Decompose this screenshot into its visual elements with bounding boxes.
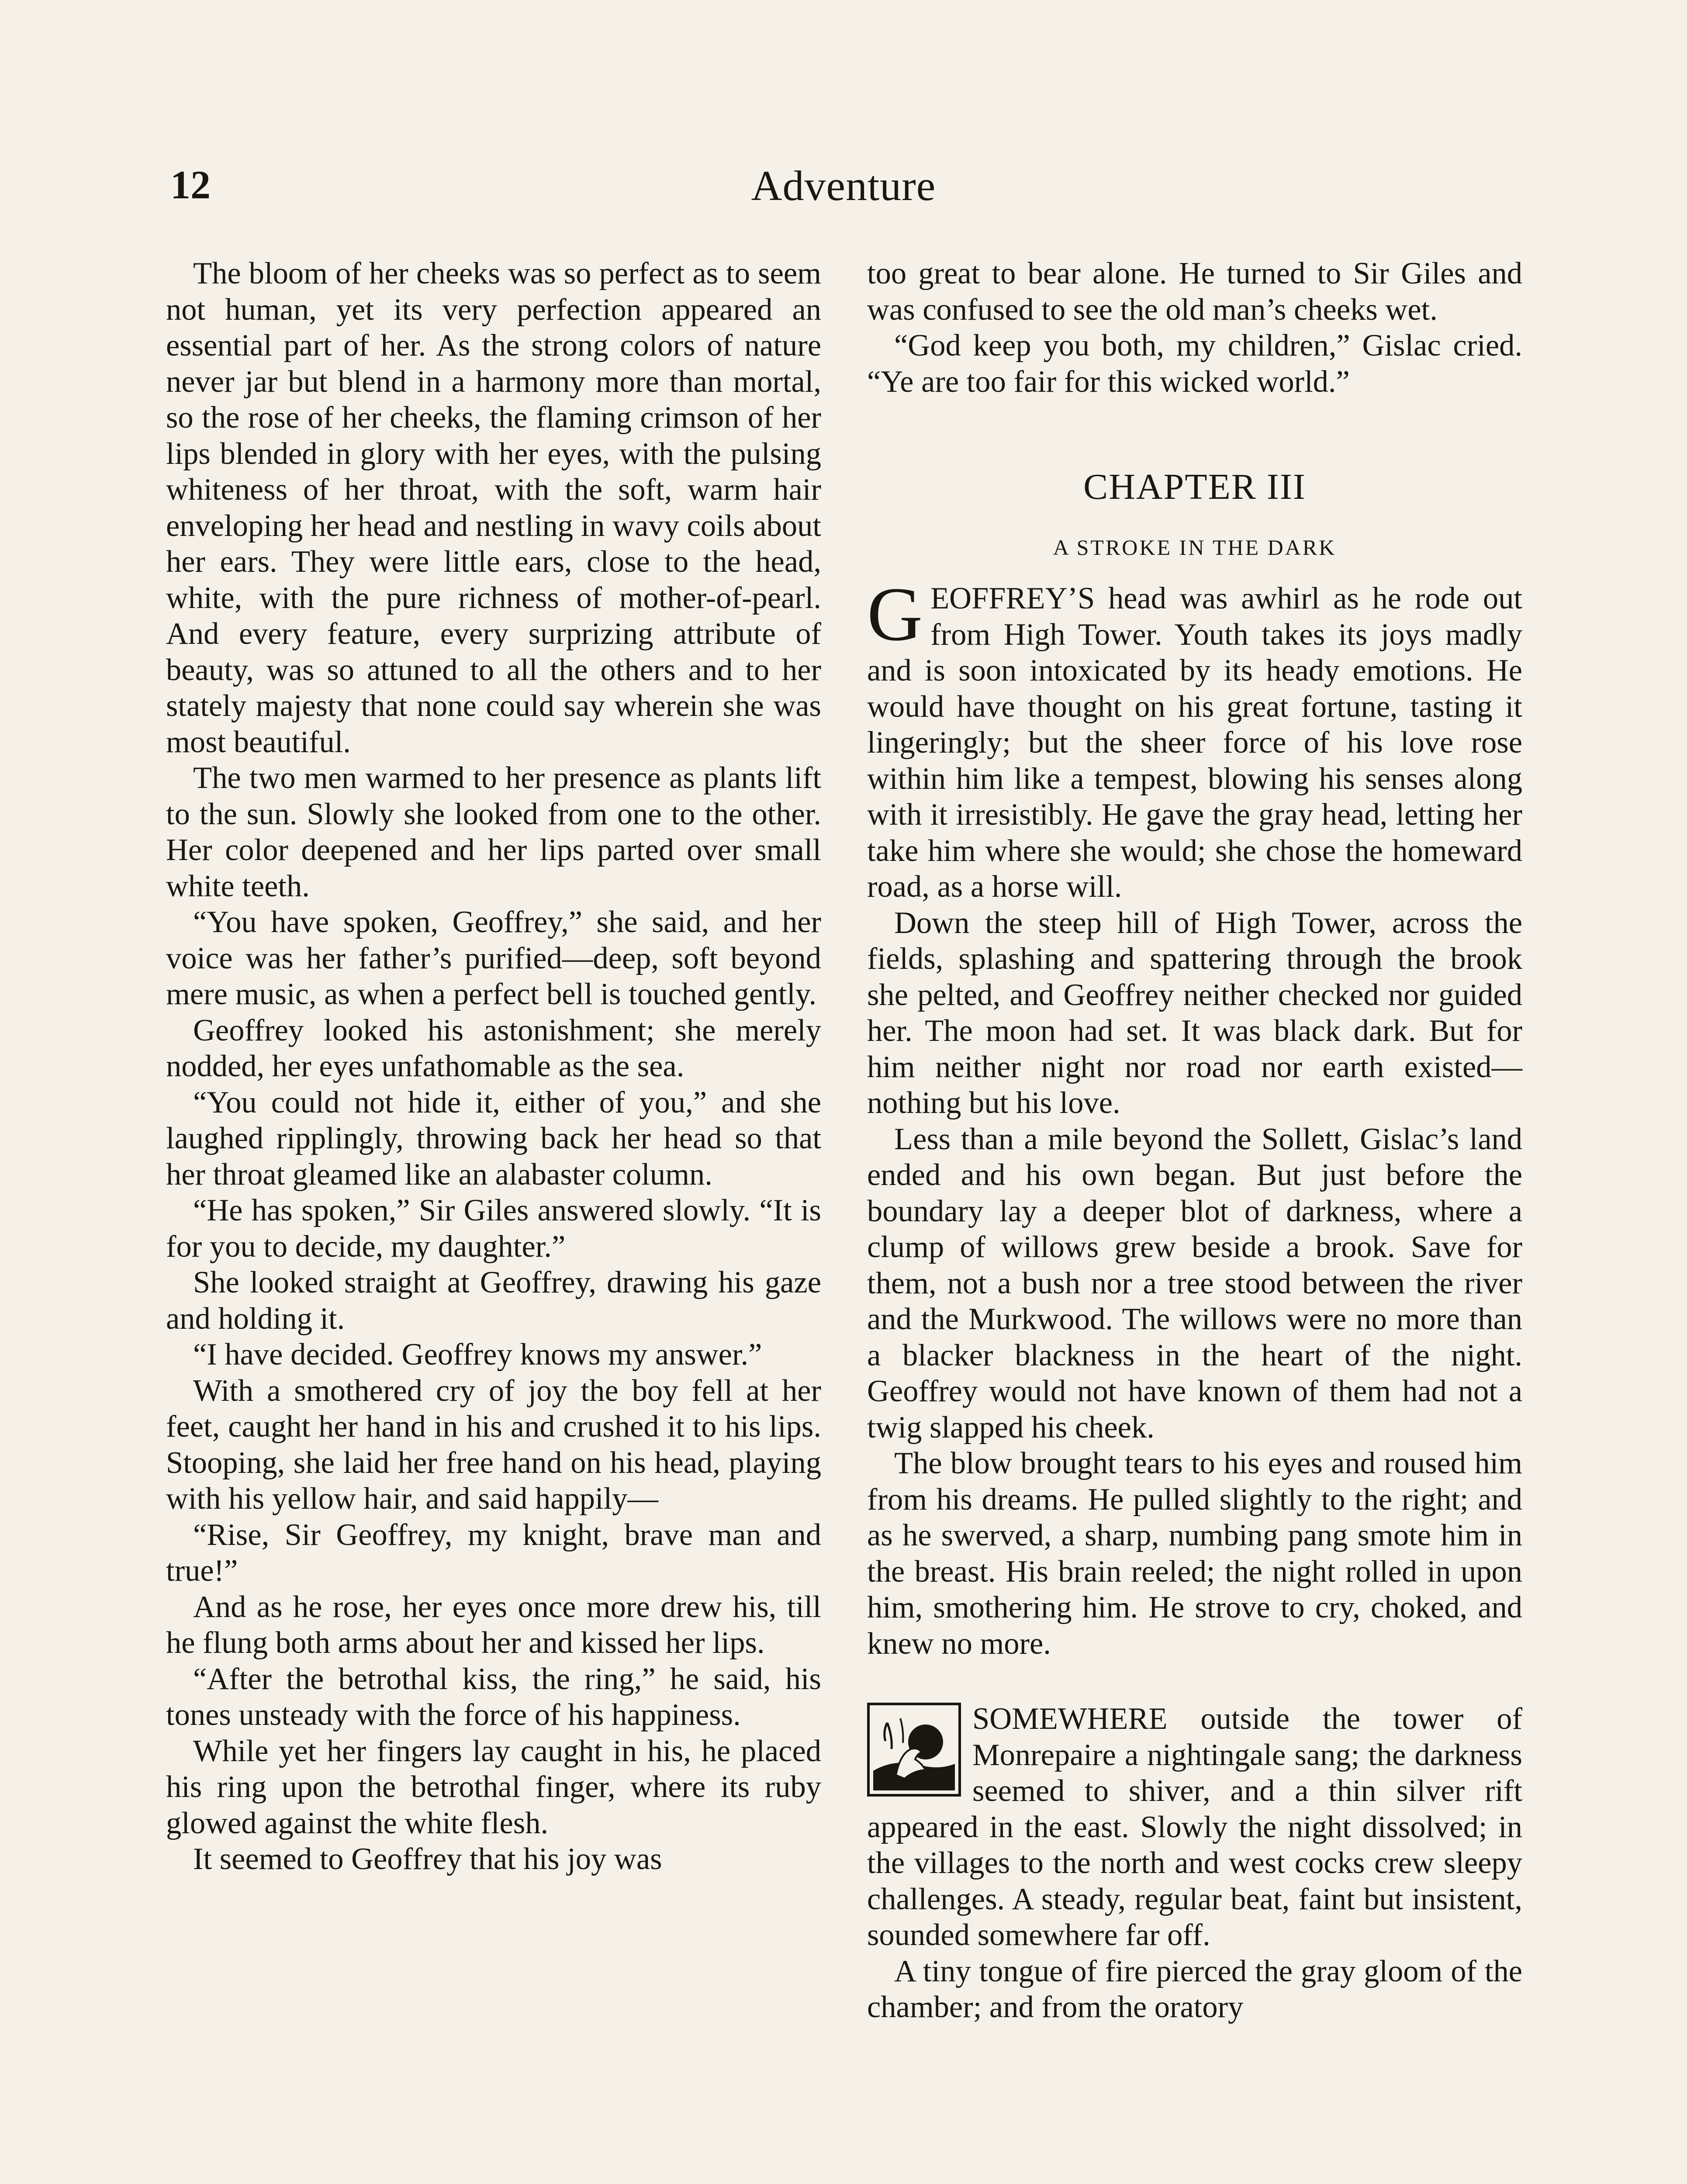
- chapter-title: CHAPTER III: [1083, 467, 1306, 507]
- page-header: [166, 162, 1521, 218]
- chapter-opening-paragraph: [867, 572, 1522, 905]
- paragraph: And as he rose, her eyes once more drew his, till he flung both arms about her and kissed her lips.: [166, 1590, 821, 1660]
- paragraph: “Rise, Sir Geoffrey, my knight, brave man and true!”: [166, 1517, 821, 1588]
- paragraph: She looked straight at Geoffrey, drawing his gaze and holding it.: [166, 1265, 821, 1336]
- paragraph: Down the steep hill of High Tower, across the fields, splashing and spattering through the brook she pelted, and Geoffrey neither checked nor guided her. The moon had set. It was black dark. But for him neither night nor road nor earth existed—nothing but his love.: [867, 905, 1522, 1120]
- paragraph: “God keep you both, my children,” Gislac cried. “Ye are too fair for this wicked world.”: [867, 328, 1522, 399]
- paragraph: The bloom of her cheeks was so perfect as to seem not human, yet its very perfection appeared an essential part of her. As the strong colors of nature never jar but blend in a harmony more than mortal, so the rose of her cheeks, the flaming crimson of her lips blended in glory with her eyes, with the pulsing whiteness of her throat, with the soft, warm hair enveloping her head and nestling in wavy coils about her ears. They were little ears, close to the head, white, with the pure richness of mother-of-pearl. And every feature, every surprizing attribute of beauty, was so attuned to all the others and to her stately majesty that none could say wherein she was most beautiful.: [166, 256, 821, 759]
- opening-text: EOFFREY’S head was awhirl as he rode out from High Tower. Youth takes its joys madly and is soon intoxicated by its heady emotions. He would have thought on his great fortune, tasting it lingeringly; but the sheer force of his love rose within him like a tempest, blowing his senses along with it irresistibly. He gave the gray head, letting her take him where she would; she chose the homeward road, as a horse will.: [867, 581, 1522, 904]
- paragraph: Geoffrey looked his astonishment; she merely nodded, her eyes unfathomable as the sea.: [166, 1013, 821, 1083]
- paragraph: “He has spoken,” Sir Giles answered slowly. “It is for you to decide, my daughter.”: [166, 1193, 821, 1264]
- nightingale-vignette-icon: [867, 1703, 961, 1797]
- paragraph: While yet her fingers lay caught in his, he placed his ring upon the betrothal finger, where its ruby glowed against the white flesh.: [166, 1734, 821, 1840]
- paragraph: “I have decided. Geoffrey knows my answer.”: [193, 1337, 762, 1372]
- paragraph: The blow brought tears to his eyes and roused him from his dreams. He pulled slightly to the right; and as he swerved, a sharp, numbing pang smote him in the breast. His brain reeled; the night rolled in upon him, smothering him. He strove to cry, choked, and knew no more.: [867, 1446, 1522, 1661]
- left-column: [166, 256, 821, 1877]
- continued-paragraph: too great to bear alone. He turned to Sir Giles and was confused to see the old man’s cheeks wet.: [867, 256, 1522, 327]
- paragraph: With a smothered cry of joy the boy fell at her feet, caught her hand in his and crushed it to his lips. Stooping, she laid her free hand on his head, playing with his yellow hair, and said happily—: [166, 1373, 821, 1516]
- paragraph: It seemed to Geoffrey that his joy was: [193, 1842, 662, 1876]
- paragraph: “You could not hide it, either of you,” and she laughed ripplingly, throwing back her head so that her throat gleamed like an alabaster column.: [166, 1085, 821, 1192]
- paragraph: Less than a mile beyond the Sollett, Gislac’s land ended and his own began. But just before the boundary lay a deeper blot of darkness, where a clump of willows grew beside a brook. Save for them, not a bush nor a tree stood between the river and the Murkwood. The willows were no more than a blacker blackness in the heart of the night. Geoffrey would not have known of them had not a twig slapped his cheek.: [867, 1122, 1522, 1444]
- page-number: 12: [170, 162, 211, 207]
- running-head: Adventure: [751, 162, 936, 210]
- chapter-subtitle: A STROKE IN THE DARK: [1053, 535, 1337, 560]
- paragraph: “After the betrothal kiss, the ring,” he said, his tones unsteady with the force of his happiness.: [166, 1662, 821, 1732]
- paragraph: The two men warmed to her presence as plants lift to the sun. Slowly she looked from one to the other. Her color deepened and her lips parted over small white teeth.: [166, 761, 821, 903]
- paragraph: “You have spoken, Geoffrey,” she said, and her voice was her father’s purified—deep, soft beyond mere music, as when a perfect bell is touched gently.: [166, 905, 821, 1011]
- section-opening-paragraph: [867, 1701, 1522, 1953]
- drop-cap: G: [867, 572, 923, 657]
- section-text: SOMEWHERE outside the tower of Monrepaire a nightingale sang; the darkness seemed to shiver, and a thin silver rift appeared in the east. Slowly the night dissolved; in the villages to the north and west cocks crew sleepy challenges. A steady, regular beat, faint but insistent, sounded somewhere far off.: [867, 1702, 1522, 1952]
- paragraph: A tiny tongue of fire pierced the gray gloom of the chamber; and from the oratory: [867, 1954, 1522, 2024]
- right-column: [867, 256, 1522, 2025]
